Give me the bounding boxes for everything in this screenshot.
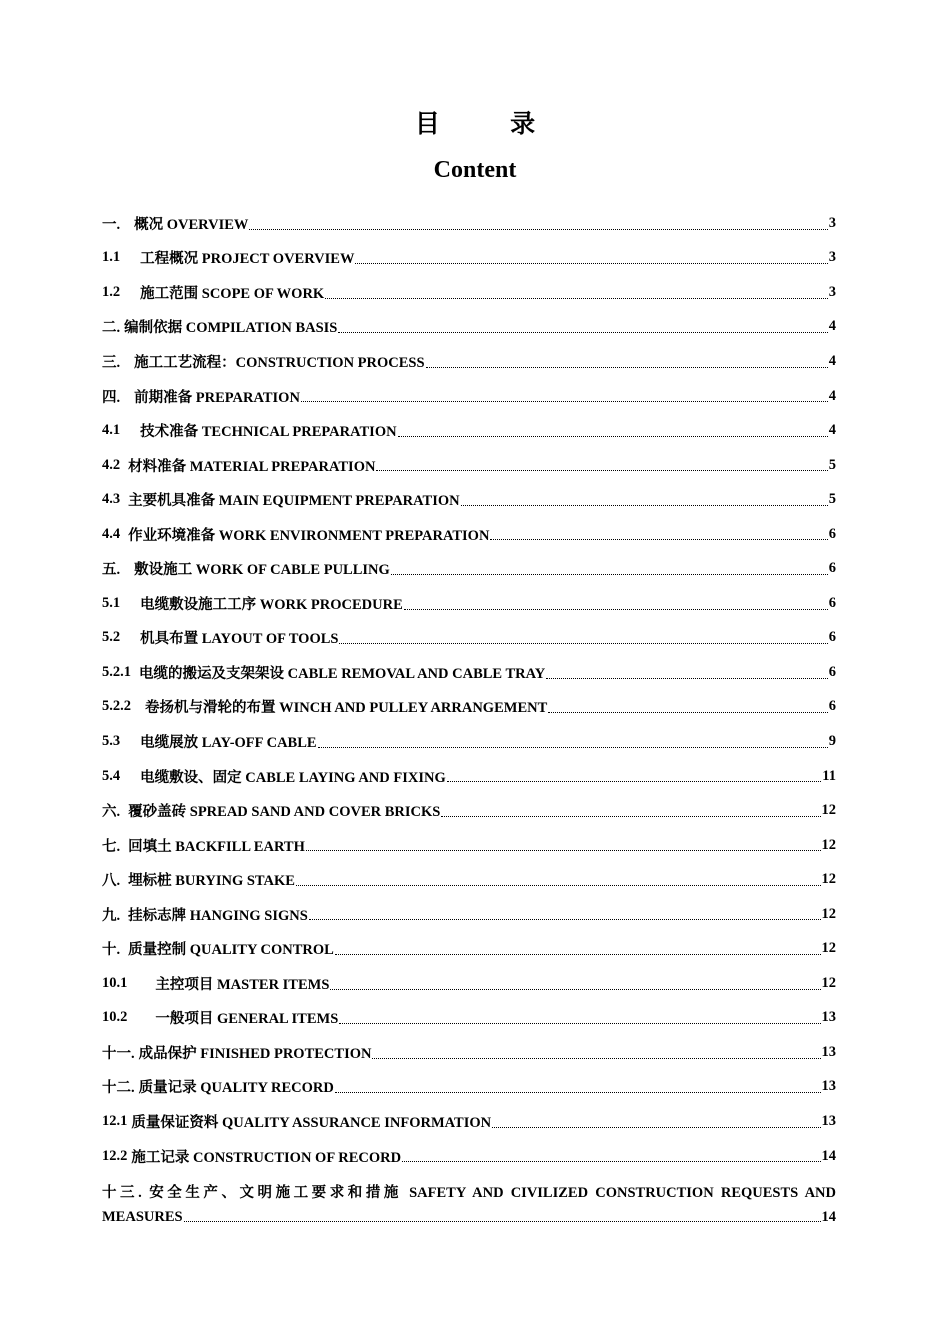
toc-entry-label: 卷扬机与滑轮的布置 WINCH AND PULLEY ARRANGEMENT <box>145 700 548 717</box>
toc-dot-leader <box>492 1127 820 1128</box>
toc-entry-page-number: 6 <box>828 698 836 715</box>
toc-entry-page-number: 6 <box>828 663 836 680</box>
toc-entry[interactable] <box>102 655 836 690</box>
toc-entry-number: 八. <box>102 873 121 890</box>
toc-entry[interactable] <box>102 931 836 966</box>
toc-entry-number: 5.2 <box>102 629 121 646</box>
toc-entry-page-number: 4 <box>828 352 836 369</box>
toc-entry-page-number: 4 <box>828 422 836 439</box>
toc-entry-label-line2: MEASURES <box>102 1209 183 1226</box>
toc-entry-page-number: 6 <box>828 629 836 646</box>
toc-entry[interactable] <box>102 379 836 414</box>
toc-dot-leader <box>490 539 827 540</box>
toc-entry-label: 机具布置 LAYOUT OF TOOLS <box>140 631 339 648</box>
toc-entry-number: 九. <box>102 907 121 924</box>
toc-entry-label: 回填土 BACKFILL EARTH <box>128 838 305 855</box>
toc-entry-label: 质量记录 QUALITY RECORD <box>138 1080 334 1097</box>
toc-dot-leader <box>330 989 820 990</box>
toc-entry[interactable] <box>102 897 836 932</box>
toc-entry-label: 电缆敷设、固定 CABLE LAYING AND FIXING <box>140 769 446 786</box>
toc-entry-label: 主控项目 MASTER ITEMS <box>155 976 330 993</box>
toc-entry-label: 电缆展放 LAY-OFF CABLE <box>140 734 317 751</box>
toc-entry-number: 十一. <box>102 1045 135 1062</box>
toc-entry-number: 十二. <box>102 1080 135 1097</box>
toc-entry[interactable] <box>102 828 836 863</box>
toc-dot-leader <box>296 885 821 886</box>
toc-entry[interactable] <box>102 482 836 517</box>
toc-entry[interactable] <box>102 241 836 276</box>
toc-entry-label: 技术准备 TECHNICAL PREPARATION <box>140 424 397 441</box>
toc-dot-leader <box>402 1161 820 1162</box>
table-of-contents <box>102 206 836 1229</box>
toc-entry[interactable] <box>102 344 836 379</box>
toc-dot-leader <box>325 298 828 299</box>
toc-dot-leader <box>309 919 821 920</box>
toc-dot-leader <box>546 678 828 679</box>
toc-dot-leader <box>335 954 821 955</box>
toc-entry-number: 4.2 <box>102 456 121 473</box>
toc-entry-page-number: 12 <box>821 974 836 991</box>
toc-dot-leader <box>426 367 828 368</box>
toc-entry[interactable] <box>102 310 836 345</box>
toc-entry-label: 质量保证资料 QUALITY ASSURANCE INFORMATION <box>131 1114 492 1131</box>
toc-dot-leader <box>318 747 828 748</box>
toc-entry-label: 电缆的搬运及支架架设 CABLE REMOVAL AND CABLE TRAY <box>139 665 546 682</box>
toc-entry[interactable] <box>102 1104 836 1139</box>
toc-entry[interactable] <box>102 1173 836 1229</box>
toc-entry-page-number: 13 <box>821 1112 836 1129</box>
toc-entry-label: 质量控制 QUALITY CONTROL <box>128 942 334 959</box>
toc-entry-page-number: 6 <box>828 560 836 577</box>
toc-entry-number: 四. <box>102 389 121 406</box>
toc-entry-page-number: 5 <box>828 456 836 473</box>
toc-dot-leader <box>441 816 820 817</box>
toc-entry-label-line1 <box>102 1181 836 1205</box>
toc-entry[interactable] <box>102 206 836 241</box>
toc-entry-number: 10.1 <box>102 974 128 991</box>
toc-entry-number: 12.2 <box>102 1147 128 1164</box>
toc-entry-number: 10.2 <box>102 1009 128 1026</box>
toc-entry-label: 施工范围 SCOPE OF WORK <box>140 285 325 302</box>
toc-entry[interactable] <box>102 759 836 794</box>
toc-entry-number: 12.1 <box>102 1112 128 1129</box>
page-title: 目 录 <box>414 111 568 138</box>
toc-dot-leader <box>548 712 827 713</box>
toc-entry-number: 三. <box>102 354 121 371</box>
toc-entry-number: 七. <box>102 838 121 855</box>
toc-entry-number: 5.4 <box>102 767 121 784</box>
toc-entry-label: 敷设施工 WORK OF CABLE PULLING <box>134 562 390 579</box>
toc-entry-label: 概况 OVERVIEW <box>134 216 249 233</box>
toc-entry-page-number: 14 <box>821 1147 836 1164</box>
toc-entry-number: 一. <box>102 216 121 233</box>
toc-entry-label: 材料准备 MATERIAL PREPARATION <box>128 458 376 475</box>
toc-entry-label: 埋标桩 BURYING STAKE <box>128 873 295 890</box>
toc-dot-leader <box>398 436 828 437</box>
toc-entry[interactable] <box>102 413 836 448</box>
toc-dot-leader <box>391 574 828 575</box>
toc-entry-page-number: 3 <box>828 249 836 266</box>
toc-entry-page-number: 11 <box>822 767 836 784</box>
toc-entry-number: 4.1 <box>102 422 121 439</box>
toc-dot-leader <box>339 1023 820 1024</box>
toc-entry-number: 5.1 <box>102 594 121 611</box>
toc-entry-label: 主要机具准备 MAIN EQUIPMENT PREPARATION <box>128 493 460 510</box>
toc-dot-leader <box>372 1058 820 1059</box>
toc-entry-page-number: 6 <box>828 594 836 611</box>
toc-entry[interactable] <box>102 621 836 656</box>
toc-dot-leader <box>306 850 821 851</box>
toc-entry-page-number: 12 <box>821 905 836 922</box>
toc-dot-leader <box>339 643 827 644</box>
toc-dot-leader <box>376 470 827 471</box>
toc-entry-label: 施工工艺流程：CONSTRUCTION PROCESS <box>134 354 425 371</box>
toc-dot-leader <box>461 505 828 506</box>
toc-dot-leader <box>184 1221 821 1222</box>
toc-entry-label: 覆砂盖砖 SPREAD SAND AND COVER BRICKS <box>128 804 441 821</box>
toc-dot-leader <box>447 781 822 782</box>
toc-entry-page-number: 12 <box>821 802 836 819</box>
toc-entry[interactable] <box>102 517 836 552</box>
toc-entry-label: 成品保护 FINISHED PROTECTION <box>138 1045 372 1062</box>
toc-entry-page-number: 12 <box>821 871 836 888</box>
toc-entry[interactable] <box>102 1001 836 1036</box>
toc-entry-label: 施工记录 CONSTRUCTION OF RECORD <box>131 1149 402 1166</box>
toc-entry-number: 5.2.1 <box>102 663 131 680</box>
toc-entry-label: 编制依据 COMPILATION BASIS <box>124 320 338 337</box>
toc-entry-page-number: 4 <box>828 318 836 335</box>
toc-entry-page-number: 3 <box>828 283 836 300</box>
toc-dot-leader <box>335 1092 821 1093</box>
toc-entry-number: 4.3 <box>102 491 121 508</box>
toc-entry-number: 4.4 <box>102 525 121 542</box>
toc-dot-leader <box>249 229 827 230</box>
toc-entry-number: 1.2 <box>102 283 121 300</box>
toc-dot-leader <box>338 332 827 333</box>
toc-entry-number: 十. <box>102 942 121 959</box>
toc-entry-page-number: 5 <box>828 491 836 508</box>
toc-entry-label: 安全生产、文明施工要求和措施 SAFETY AND CIVILIZED CONSTRUCTION REQUESTS AND <box>145 1185 836 1202</box>
toc-entry-label: 作业环境准备 WORK ENVIRONMENT PREPARATION <box>128 527 490 544</box>
toc-entry-page-number: 6 <box>828 525 836 542</box>
toc-entry-page-number: 14 <box>821 1209 836 1226</box>
toc-entry[interactable] <box>102 793 836 828</box>
toc-entry[interactable] <box>102 966 836 1001</box>
toc-entry[interactable] <box>102 1035 836 1070</box>
toc-entry[interactable] <box>102 586 836 621</box>
toc-entry-page-number: 13 <box>821 1078 836 1095</box>
toc-entry-label: 一般项目 GENERAL ITEMS <box>155 1011 339 1028</box>
toc-entry-number: 1.1 <box>102 249 121 266</box>
toc-entry-page-number: 4 <box>828 387 836 404</box>
toc-entry-label: 前期准备 PREPARATION <box>134 389 300 406</box>
toc-entry-page-number: 13 <box>821 1009 836 1026</box>
toc-entry[interactable] <box>102 275 836 310</box>
toc-entry-page-number: 12 <box>821 940 836 957</box>
toc-entry[interactable] <box>102 862 836 897</box>
toc-entry[interactable] <box>102 551 836 586</box>
toc-dot-leader <box>301 401 828 402</box>
toc-dot-leader <box>404 609 828 610</box>
toc-entry-label: 电缆敷设施工工序 WORK PROCEDURE <box>140 596 403 613</box>
toc-entry-page-number: 12 <box>821 836 836 853</box>
toc-entry-page-number: 9 <box>828 732 836 749</box>
toc-entry-number: 六. <box>102 804 121 821</box>
toc-entry[interactable] <box>102 690 836 725</box>
toc-entry-number: 5.3 <box>102 732 121 749</box>
toc-entry[interactable] <box>102 1070 836 1105</box>
toc-dot-leader <box>355 263 827 264</box>
toc-entry-label: 挂标志牌 HANGING SIGNS <box>128 907 308 924</box>
toc-entry-label: 工程概况 PROJECT OVERVIEW <box>140 251 355 268</box>
page-subtitle: Content <box>433 157 517 183</box>
toc-entry[interactable] <box>102 448 836 483</box>
toc-entry-page-number: 3 <box>828 214 836 231</box>
toc-entry[interactable] <box>102 1139 836 1174</box>
toc-entry[interactable] <box>102 724 836 759</box>
toc-entry-number: 五. <box>102 562 121 579</box>
toc-entry-page-number: 13 <box>821 1043 836 1060</box>
toc-entry-number: 5.2.2 <box>102 698 131 715</box>
toc-entry-number: 十三. <box>102 1185 142 1202</box>
toc-entry-number: 二. <box>102 320 121 337</box>
